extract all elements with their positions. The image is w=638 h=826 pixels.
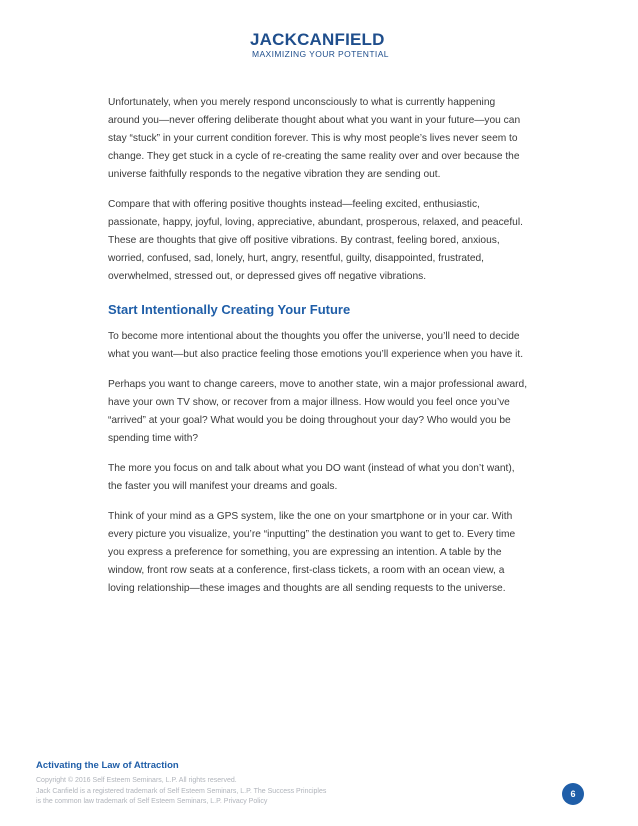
footer-copyright	[36, 776, 396, 808]
copyright-line: Jack Canfield is a registered trademark of Self Esteem Seminars, L.P. The Success Principles	[36, 787, 327, 795]
paragraph: Think of your mind as a GPS system, like the one on your smartphone or in your car. With every picture you visualize, you’re “inputting” the destination you want to get to. Every time you express a preference for something, you are expressing an intention. A table by the window, front row seats at a conference, first-class tickets, a room with an ocean view, a loving relationship—these images and thoughts are all sending requests to the universe.	[108, 511, 516, 594]
copyright-line: is the common law trademark of Self Esteem Seminars, L.P. Privacy Policy	[36, 798, 268, 805]
footer-title: Activating the Law of Attraction	[36, 760, 179, 771]
paragraph: Unfortunately, when you merely respond unconsciously to what is currently happening around you—never offering deliberate thought about what you want in your future—you can stay “stuck” in your current condition forever. This is why most people’s lives never seem to change. They get stuck in a cycle of re-creating the same reality over and over because the universe faithfully responds to the negative vibration they are sending out.	[108, 97, 521, 180]
paragraph: To become more intentional about the thoughts you offer the universe, you’ll need to decide what you want—but also practice feeling those emotions you’ll experience when you have it.	[108, 331, 524, 360]
logo-name: JACKCANFIELD	[250, 30, 385, 49]
paragraph: Perhaps you want to change careers, move to another state, win a major professional award, have your own TV show, or recover from a major illness. How would you feel once you’ve “arrived” at your goal? What would you be doing throughout your day? Who would you be spending time with?	[108, 379, 528, 444]
copyright-line: Copyright © 2016 Self Esteem Seminars, L.P. All rights reserved.	[36, 777, 237, 784]
paragraph: Compare that with offering positive thoughts instead—feeling excited, enthusiastic, passionate, happy, joyful, loving, appreciative, abundant, prosperous, relaxed, and peaceful. These are thoughts that give off positive vibrations. By contrast, feeling bored, anxious, worried, confused, sad, lonely, hurt, angry, resentful, guilty, disappointed, frustrated, overwhelmed, stressed out, or depressed gives off negative vibrations.	[108, 199, 523, 282]
article-body	[108, 94, 528, 610]
section-heading: Start Intentionally Creating Your Future	[108, 302, 351, 317]
paragraph: The more you focus on and talk about what you DO want (instead of what you don’t want), the faster you will manifest your dreams and goals.	[108, 463, 515, 492]
page-number-badge: 6	[562, 783, 584, 805]
brand-logo	[250, 31, 390, 59]
logo-tagline: MAXIMIZING YOUR POTENTIAL	[252, 49, 389, 59]
